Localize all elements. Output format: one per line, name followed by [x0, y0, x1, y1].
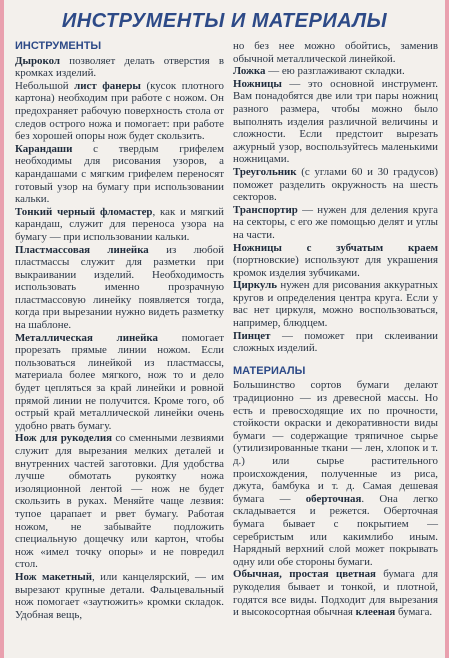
tools-paragraphs-continued [233, 40, 438, 355]
tools-paragraphs [15, 55, 224, 622]
paragraph [15, 571, 224, 621]
paragraph-text: бумага. [395, 606, 433, 619]
paragraph [15, 55, 224, 80]
paragraph-text: Небольшой [15, 79, 75, 92]
page-title: ИНСТРУМЕНТЫ И МАТЕРИАЛЫ [61, 10, 388, 32]
paragraph-text: — ею разглаживают складки. [265, 65, 405, 78]
paragraph-text: помогает прорезать прямые линии ножом. Если пользоваться линейкой из пластмассы, материала более мягкого, нож то и дело будет цепляться за край линейки и ровной прямой линии не получится. Кроме того, об острый край металлической линейки очень удобно рвать бумагу. [15, 331, 224, 432]
paragraph [233, 242, 438, 280]
term: Ложка [233, 65, 266, 78]
paragraph [233, 568, 438, 618]
page [4, 0, 445, 658]
paragraph-text: . Она легко складывается и режется. Оберточная бумага бывает с покрытием — серебристым или какимлибо иным. Нарядный верхний слой может покрывать одну или обе стороны бумаги. [233, 492, 438, 568]
paragraph [233, 65, 438, 78]
paragraph-text: (портновские) используют для украшения кромок изделия зубчиками. [233, 254, 438, 279]
section-heading-tools: ИНСТРУМЕНТЫ [15, 40, 102, 52]
paragraph-text: Большинство сортов бумаги делают традиционно — из древесной массы. Но есть и превосходящие их по прочности, стойкости окраски и декоративности виды бумаги — содержащие тряпичное сырье (утилизированные ткани — лен, хлопок и т. д.) или сырье растительного происхождения, полученные из риса, джута, бамбука и т. д. Самая дешевая бумага — [233, 379, 438, 505]
term: Транспортир [233, 203, 298, 216]
term: Тонкий черный фломастер [15, 205, 153, 218]
term: Нож для рукоделия [15, 432, 112, 445]
section-heading-materials: МАТЕРИАЛЫ [233, 364, 306, 377]
paragraph [233, 166, 438, 204]
left-column [15, 40, 224, 621]
materials-paragraphs [233, 379, 438, 618]
term: лист фанеры [74, 79, 141, 92]
term: Обычная, простая цветная [233, 568, 376, 581]
term: Ножницы с зубчатым краем [233, 241, 438, 254]
paragraph-text: с твердым грифелем необходимы для рисования узоров, а карандашами с мягким грифелем переносят готовый узор на бумагу при использовании кальки. [15, 142, 224, 206]
paragraph-text: со сменными лезвиями служит для вырезания мелких деталей и внутренних частей заготовки. Для удобства лучше обмотать рукоятку ножа изоляционной лентой — нож не будет скользить в руках. Меняйте чаще лезвия: тупое царапает и рвет бумагу. Работая ножом, не забывайте подложить специальную дощечку или картон, чтобы нож «имел точку опоры» и не повредил стол. [15, 432, 224, 571]
paragraph-text: — нужен для деления круга на секторы, с его же помощью делят и углы на части. [233, 203, 438, 241]
right-column [233, 40, 438, 619]
paragraph [233, 279, 438, 329]
term: Пластмассовая линейка [15, 243, 149, 256]
paragraph-text: (кусок плотного картона) необходим при работе с ножом. Он предохраняет рабочую поверхность стола от следов острого ножа и помогает: при работе без хорошей опоры нож будет скользить. [15, 79, 224, 143]
paragraph [233, 78, 438, 166]
term: Пинцет [233, 329, 271, 342]
paragraph-text: позволяет делать отверстия в кромках изделий. [15, 54, 224, 80]
term: оберточная [305, 492, 362, 505]
term: Ножницы [233, 77, 282, 90]
paragraph [15, 244, 224, 332]
paragraph-text: нужен для рисования аккуратных кругов и определения центра круга. Если у вас нет циркуля, можно воспользоваться, например, блюдцем. [233, 279, 438, 330]
paragraph-text: , как и мягкий карандаш, служит для переноса узора на бумагу — при использовании кальки. [15, 205, 224, 243]
term: Дырокол [15, 54, 61, 67]
paragraph-text: , или канцелярский, — им вырезают крупные детали. Фальцевальный нож помогает «заутюжить» кромки складок. Удобная вещь, [15, 570, 224, 621]
paragraph [15, 143, 224, 206]
term: клееная [355, 606, 396, 619]
paragraph [15, 332, 224, 433]
paragraph [15, 432, 224, 571]
paragraph [233, 379, 438, 568]
term: Треугольник [233, 165, 297, 178]
paragraph [233, 330, 438, 355]
paragraph-text: — это основной инструмент. Вам понадобятся две или три пары ножниц разного размера, чтобы можно было выполнять изделия различной величины и сложности. Если предстоит вырезать ажурный узор, воспользуйтесь маленькими ножницами. [233, 77, 438, 166]
paragraph [233, 204, 438, 242]
paragraph [15, 80, 224, 143]
term: Металлическая линейка [15, 331, 158, 344]
paragraph [233, 40, 438, 65]
term: Циркуль [233, 279, 277, 292]
paragraph-text: — поможет при склеивании сложных изделий. [233, 329, 438, 355]
term: Нож макетный [15, 570, 92, 583]
paragraph [15, 206, 224, 244]
paragraph-text: (с углами 60 и 30 градусов) поможет разделить окружность на шесть секторов. [233, 165, 438, 204]
paragraph-text: но без нее можно обойтись, заменив обычной металлической линейкой. [233, 40, 438, 65]
paragraph-text: бумага для рукоделия бывает и тонкой, и плотной, годятся все виды. Подходит для вырезания и высокосортная обычная [233, 568, 438, 619]
paragraph-text: из любой пластмассы служит для разметки при выкраивании изделий. Необходимость использовать именно прозрачную пластмассовую линейку появляется тогда, когда при вырезании нужно видеть разметку на шаблоне. [15, 243, 224, 332]
term: Карандаши [15, 142, 73, 155]
